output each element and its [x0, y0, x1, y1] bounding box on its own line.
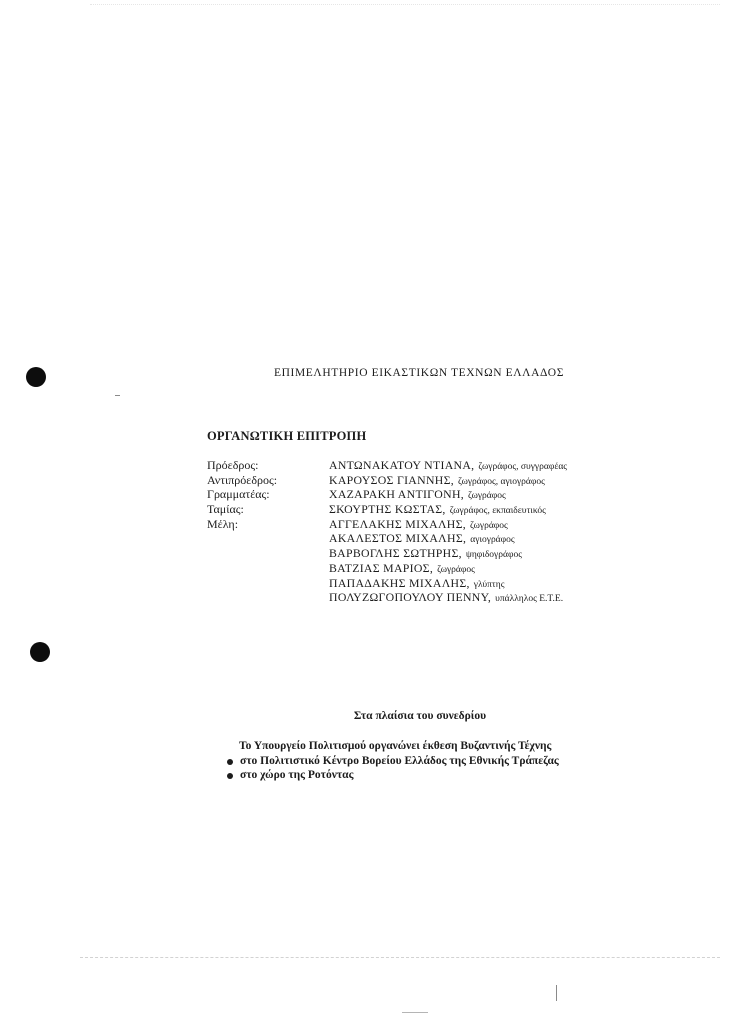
bullet-icon — [227, 773, 233, 779]
committee-row — [207, 576, 677, 591]
member-name: ΒΑΡΒΟΓΛΗΣ ΣΩΤΗΡΗΣ, — [329, 546, 462, 561]
member-profession: αγιογράφος — [470, 535, 515, 546]
committee-row — [207, 473, 677, 488]
committee-heading: ΟΡΓΑΝΩΤΙΚΗ ΕΠΙΤΡΟΠΗ — [207, 429, 367, 443]
venue-text: στο Πολιτιστικό Κέντρο Βορείου Ελλάδος της Εθνικής Τράπεζας — [240, 754, 559, 767]
member-name: ΣΚΟΥΡΤΗΣ ΚΩΣΤΑΣ, — [329, 502, 446, 517]
scan-speck — [402, 1012, 428, 1013]
member-name: ΑΝΤΩΝΑΚΑΤΟΥ ΝΤΙΑΝΑ, — [329, 458, 475, 472]
member-profession: ζωγράφος, εκπαιδευτικός — [449, 506, 546, 517]
member-name: ΚΑΡΟΥΣΟΣ ΓΙΑΝΝΗΣ, — [329, 472, 454, 487]
member-name: ΧΑΖΑΡΑΚΗ ΑΝΤΙΓΟΝΗ, — [329, 487, 465, 502]
committee-row — [207, 590, 677, 605]
member-profession: ζωγράφος — [468, 491, 506, 502]
conference-frame-title: Στα πλαίσια του συνεδρίου — [353, 710, 487, 722]
member-profession: ψηφιδογράφος — [465, 550, 522, 561]
venue-text: στο χώρο της Ροτόντας — [240, 769, 354, 781]
scan-artifact-top — [90, 4, 720, 5]
committee-row — [207, 502, 677, 517]
committee-member — [329, 590, 563, 607]
member-profession: υπάλληλος Ε.Τ.Ε. — [495, 594, 564, 605]
committee-role: Αντιπρόεδρος: — [207, 472, 278, 487]
committee-row — [207, 546, 677, 561]
member-profession: γλύπτης — [473, 579, 505, 590]
committee-row — [207, 561, 677, 576]
scan-artifact-bottom — [80, 957, 720, 958]
bullet-icon — [227, 759, 233, 765]
committee-role: Ταμίας: — [207, 502, 244, 517]
committee-roster — [207, 458, 677, 605]
member-name: ΠΑΠΑΔΑΚΗΣ ΜΙΧΑΛΗΣ, — [329, 575, 470, 590]
exhibition-intro: Το Υπουργείο Πολιτισμού οργανώνει έκθεση Βυζαντινής Τέχνης — [239, 740, 552, 752]
committee-role: Μέλη: — [207, 516, 239, 531]
chamber-name: ΕΠΙΜΕΛΗΤΗΡΙΟ ΕΙΚΑΣΤΙΚΩΝ ΤΕΧΝΩΝ ΕΛΛΑΔΟΣ — [273, 367, 564, 379]
committee-row — [207, 531, 677, 546]
committee-row — [207, 517, 677, 532]
member-name: ΠΟΛΥΖΩΓΟΠΟΥΛΟΥ ΠΕΝΝΥ, — [329, 590, 492, 605]
scan-speck — [115, 395, 120, 396]
venue-item — [227, 754, 559, 769]
exhibition-notice — [227, 739, 559, 783]
member-profession: ζωγράφος, συγγραφέας — [478, 462, 568, 472]
member-profession: ζωγράφος, αγιογράφος — [458, 476, 545, 487]
member-name: ΑΓΓΕΛΑΚΗΣ ΜΙΧΑΛΗΣ, — [329, 516, 467, 531]
committee-role: Γραμματέας: — [207, 487, 270, 502]
scan-speck — [556, 985, 557, 1001]
committee-role: Πρόεδρος: — [207, 458, 259, 472]
member-profession: ζωγράφος — [437, 564, 475, 575]
member-name: ΑΚΑΛΕΣΤΟΣ ΜΙΧΑΛΗΣ, — [329, 531, 467, 546]
punch-hole-lower — [30, 642, 50, 662]
member-profession: ζωγράφος — [470, 520, 508, 531]
member-name: ΒΑΤΖΙΑΣ ΜΑΡΙΟΣ, — [329, 560, 434, 575]
committee-row — [207, 458, 677, 473]
venue-item — [227, 768, 559, 783]
committee-row — [207, 487, 677, 502]
